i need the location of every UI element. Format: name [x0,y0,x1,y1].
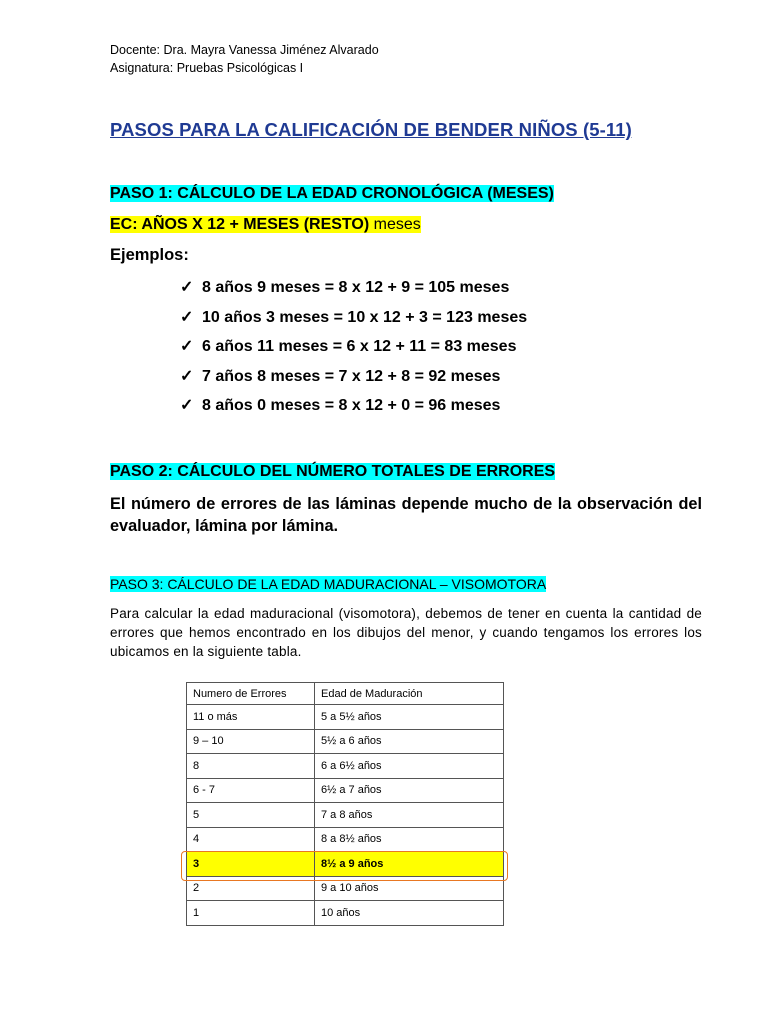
age-formula-unit: meses [373,216,421,233]
errors-cell: 2 [187,876,315,901]
table-header-row [187,683,504,705]
table-row [187,901,504,926]
checkmark-icon: ✓ [180,279,194,296]
errors-cell: 11 o más [187,705,315,730]
header-errors: Numero de Errores [187,683,315,705]
table-row [187,778,504,803]
age-cell: 6 a 6½ años [315,754,504,779]
subject-line: Asignatura: Pruebas Psicológicas I [110,61,304,75]
errors-cell: 9 – 10 [187,729,315,754]
list-item [180,308,527,338]
step3-paragraph: Para calcular la edad maduracional (visomotora), debemos de tener en cuenta la cantidad de errores que hemos encontrado en los dibujos del menor, y cuando tengamos los errores los ubicamos en la siguiente tabla. [110,606,702,659]
step1-heading [110,185,554,203]
age-cell: 10 años [315,901,504,926]
age-cell: 6½ a 7 años [315,778,504,803]
age-formula-text: EC: AÑOS X 12 + MESES (RESTO) [110,216,370,233]
step3-heading-text: PASO 3: CÁLCULO DE LA EDAD MADURACIONAL – VISOMOTORA [110,576,547,592]
checkmark-icon: ✓ [180,367,194,385]
teacher-line: Docente: Dra. Mayra Vanessa Jiménez Alvarado [110,43,379,57]
example-text: 10 años 3 meses = 10 x 12 + 3 = 123 meses [202,308,528,326]
table-row [187,754,504,779]
checkmark-icon: ✓ [180,308,194,326]
table-row [187,827,504,852]
step2-heading [110,463,555,481]
step2-paragraph: El número de errores de las láminas depende mucho de la observación del evaluador, lámina por lámina. [110,495,702,535]
step3-heading [110,576,546,592]
table-row [187,729,504,754]
errors-cell: 1 [187,901,315,926]
maturation-table [186,682,504,926]
age-cell: 9 a 10 años [315,876,504,901]
header-age: Edad de Maduración [315,683,504,705]
age-formula-highlight [110,216,421,233]
age-cell: 5 a 5½ años [315,705,504,730]
example-text: 8 años 9 meses = 8 x 12 + 9 = 105 meses [202,279,510,296]
age-cell: 8 a 8½ años [315,827,504,852]
step2-heading-text: PASO 2: CÁLCULO DEL NÚMERO TOTALES DE ERRORES [110,463,556,480]
examples-label: Ejemplos: [110,246,189,264]
example-text: 7 años 8 meses = 7 x 12 + 8 = 92 meses [202,367,501,385]
list-item [180,367,527,397]
checkmark-icon: ✓ [180,338,194,355]
errors-cell: 8 [187,754,315,779]
document-header [110,41,379,77]
list-item [180,337,527,367]
age-formula [110,216,421,234]
list-item [180,396,527,426]
table-row [187,876,504,901]
age-cell: 8½ a 9 años [315,852,504,877]
errors-cell: 4 [187,827,315,852]
table-row [187,705,504,730]
example-text: 8 años 0 meses = 8 x 12 + 0 = 96 meses [202,397,501,414]
errors-cell: 5 [187,803,315,828]
age-cell: 7 a 8 años [315,803,504,828]
page-title: PASOS PARA LA CALIFICACIÓN DE BENDER NIÑOS (5-11) [110,119,632,140]
checkmark-icon: ✓ [180,397,194,414]
step1-heading-text: PASO 1: CÁLCULO DE LA EDAD CRONOLÓGICA (MESES) [110,185,554,202]
errors-cell: 6 - 7 [187,778,315,803]
age-cell: 5½ a 6 años [315,729,504,754]
table-row [187,803,504,828]
example-text: 6 años 11 meses = 6 x 12 + 11 = 83 meses [202,338,517,355]
examples-list [180,278,527,426]
table-row-highlighted [187,852,504,877]
errors-cell: 3 [187,852,315,877]
list-item [180,278,527,308]
